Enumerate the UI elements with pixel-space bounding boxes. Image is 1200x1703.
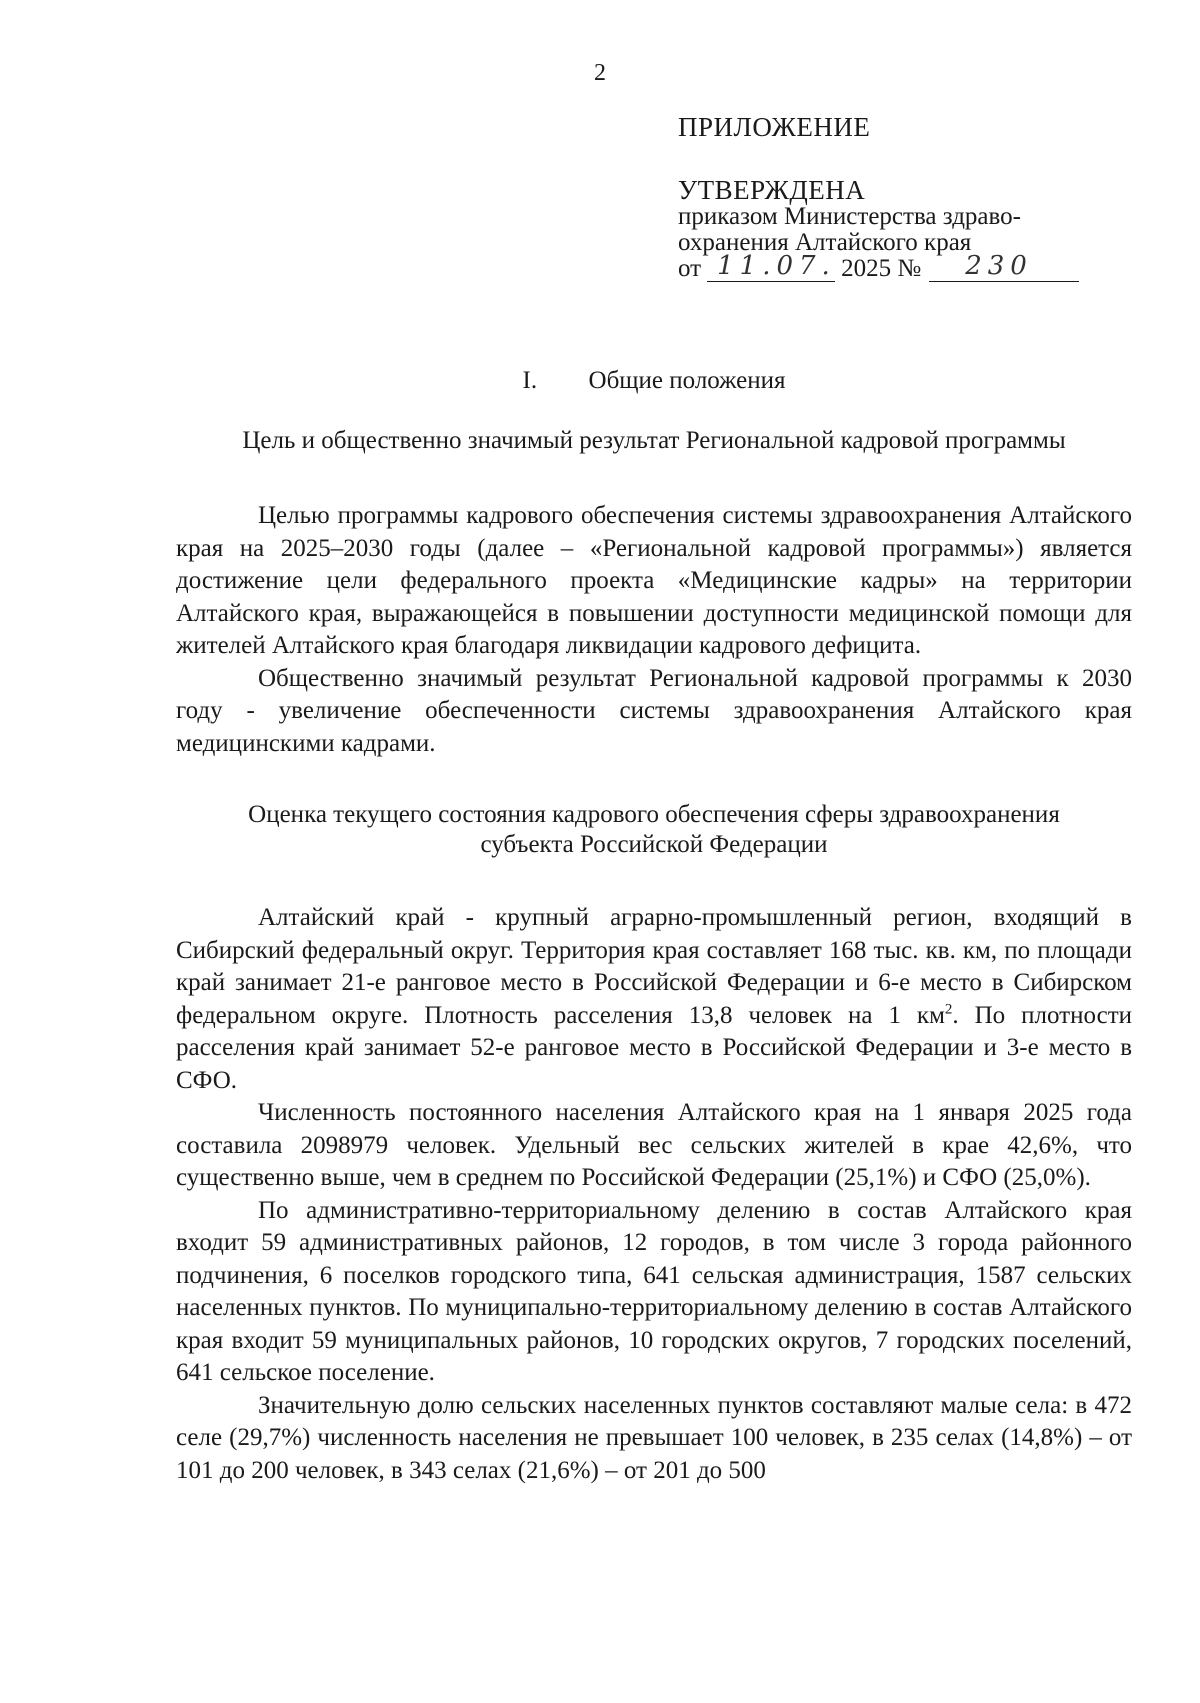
- number-blank: [929, 251, 1079, 282]
- from-label: от: [678, 255, 702, 282]
- document-body: [176, 366, 1132, 1487]
- density-paragraph: [176, 902, 1132, 1097]
- appendix-label: ПРИЛОЖЕНИЕ: [678, 112, 871, 142]
- superscript-two: 2: [944, 1001, 953, 1018]
- order-line-2: охранения Алтайского края: [678, 229, 972, 256]
- density-text-start: Алтайский край - крупный аграрно-промышленный регион, входящий в Сибирский федеральный округ. Территория края составляет 168 тыс. кв. км, по площади край занимает 21-е ранговое место в Российской Федерации и 6-е место в Сибирском федеральном округе. Плотность расселения 13,8 человек на 1 км: [176, 904, 1132, 1029]
- order-date-number-line: [678, 251, 1118, 282]
- section-title: Общие положения: [588, 367, 786, 394]
- handwritten-number: 230: [965, 251, 1033, 281]
- admin-division-paragraph: По административно-территориальному делению в состав Алтайского края входит 59 административных районов, 12 городов, в том числе 3 города районного подчинения, 6 поселков городского типа, 641 сельская администрация, 1587 сельских населенных пунктов. По муниципально-территориальному делению в состав Алтайского края входит 59 муниципальных районов, 10 городских округов, 7 городских поселений, 641 сельское поселение.: [176, 1196, 1132, 1386]
- section-number: I.: [522, 367, 538, 394]
- year-label: 2025 №: [841, 255, 922, 282]
- small-villages-paragraph: Значительную долю сельских населенных пунктов составляют малые села: в 472 селе (29,7%) численность населения не превышает 100 человек, в 235 селах (14,8%) – от 101 до 200 человек, в 343 селах (21,6%) – от 201 до 500: [176, 1391, 1132, 1484]
- density-text-end: . По плотности расселения край занимает 52-е ранговое место в Российской Федерации и 3-е место в СФО.: [176, 1001, 1132, 1094]
- goal-paragraph-1: Целью программы кадрового обеспечения системы здравоохранения Алтайского края на 2025–2030 годы (далее – «Региональной кадровой программы») является достижение цели федерального проекта «Медицинские кадры» на территории Алтайского края, выражающейся в повышении доступности медицинской помощи для жителей Алтайского края благодаря ликвидации кадрового дефицита.: [176, 502, 1132, 659]
- assessment-heading: Оценка текущего состояния кадрового обеспечения сферы здравоохранения субъекта Российской Федерации: [248, 801, 1060, 858]
- section-heading: [176, 366, 1132, 396]
- population-paragraph: Численность постоянного населения Алтайского края на 1 января 2025 года составила 2098979 человек. Удельный вес сельских жителей в крае 42,6%, что существенно выше, чем в среднем по Российской Федерации (25,1%) и СФО (25,0%).: [176, 1099, 1132, 1191]
- goal-heading: Цель и общественно значимый результат Региональной кадровой программы: [242, 427, 1066, 454]
- page-number: 2: [594, 60, 606, 86]
- goal-paragraph-2: Общественно значимый результат Региональной кадровой программы к 2030 году - увеличение обеспеченности системы здравоохранения Алтайского края медицинскими кадрами.: [176, 664, 1132, 757]
- approved-label: УТВЕРЖДЕНА: [678, 175, 866, 205]
- order-line-1: приказом Министерства здраво-: [678, 203, 1021, 230]
- approval-stamp-block: [678, 112, 1118, 282]
- date-blank: [707, 251, 836, 282]
- handwritten-date: 11.07.: [717, 251, 836, 281]
